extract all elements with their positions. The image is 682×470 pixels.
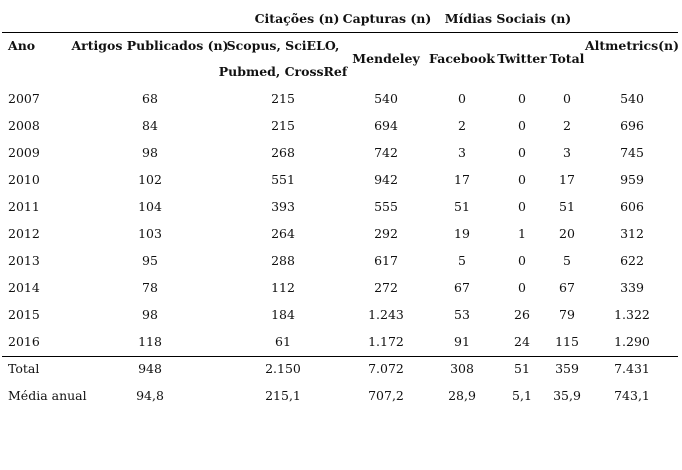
cell-twitter: 1 — [518, 226, 526, 241]
cell-citacoes: 2.150 — [265, 361, 301, 376]
column-header-citacoes-line1: Scopus, SciELO, — [226, 38, 340, 53]
cell-artigos: 102 — [138, 172, 162, 187]
table-row — [0, 280, 682, 307]
table-row — [0, 199, 682, 226]
cell-twitter: 26 — [514, 307, 530, 322]
cell-citacoes: 264 — [271, 226, 295, 241]
cell-ano: 2016 — [8, 334, 40, 349]
cell-twitter: 0 — [518, 118, 526, 133]
cell-total: 359 — [555, 361, 579, 376]
header-top-rule — [2, 32, 678, 33]
cell-twitter: 24 — [514, 334, 530, 349]
summary-rule — [2, 356, 678, 357]
cell-total: 0 — [563, 91, 571, 106]
table-row — [0, 172, 682, 199]
cell-artigos: 98 — [142, 307, 158, 322]
cell-total: 79 — [559, 307, 575, 322]
cell-ano: 2014 — [8, 280, 40, 295]
cell-twitter: 51 — [514, 361, 530, 376]
cell-citacoes: 184 — [271, 307, 295, 322]
cell-mendeley: 7.072 — [368, 361, 404, 376]
cell-artigos: 104 — [138, 199, 162, 214]
cell-twitter: 0 — [518, 199, 526, 214]
column-header-artigos: Artigos Publicados (n) — [71, 38, 229, 53]
cell-altmetrics: 606 — [620, 199, 644, 214]
column-header-ano: Ano — [8, 38, 36, 53]
table-row — [0, 91, 682, 118]
cell-twitter: 0 — [518, 280, 526, 295]
cell-total: 35,9 — [553, 388, 581, 403]
cell-artigos: 98 — [142, 145, 158, 160]
cell-facebook: 53 — [454, 307, 470, 322]
cell-citacoes: 268 — [271, 145, 295, 160]
cell-twitter: 0 — [518, 91, 526, 106]
cell-altmetrics: 743,1 — [614, 388, 650, 403]
cell-ano: 2015 — [8, 307, 40, 322]
cell-total: 5 — [563, 253, 571, 268]
table-row — [0, 145, 682, 172]
cell-citacoes: 215 — [271, 91, 295, 106]
cell-mendeley: 1.243 — [368, 307, 404, 322]
cell-ano: 2011 — [8, 199, 40, 214]
cell-ano: 2013 — [8, 253, 40, 268]
column-header-facebook: Facebook — [429, 51, 495, 66]
column-header-mendeley: Mendeley — [352, 51, 420, 66]
cell-ano: 2009 — [8, 145, 40, 160]
cell-facebook: 51 — [454, 199, 470, 214]
group-header-citacoes: Citações (n) — [254, 11, 340, 26]
cell-facebook: 28,9 — [448, 388, 476, 403]
cell-mendeley: 942 — [374, 172, 398, 187]
cell-mendeley: 540 — [374, 91, 398, 106]
cell-facebook: 0 — [458, 91, 466, 106]
cell-facebook: 3 — [458, 145, 466, 160]
cell-artigos: 948 — [138, 361, 162, 376]
table-row — [0, 253, 682, 280]
cell-citacoes: 288 — [271, 253, 295, 268]
column-header-citacoes-line2: Pubmed, CrossRef — [218, 64, 348, 79]
cell-twitter: 0 — [518, 253, 526, 268]
cell-ano: Média anual — [8, 388, 87, 403]
cell-citacoes: 215,1 — [265, 388, 301, 403]
cell-ano: 2010 — [8, 172, 40, 187]
cell-citacoes: 393 — [271, 199, 295, 214]
cell-altmetrics: 312 — [620, 226, 644, 241]
cell-ano: 2008 — [8, 118, 40, 133]
cell-twitter: 0 — [518, 145, 526, 160]
cell-mendeley: 742 — [374, 145, 398, 160]
column-header-total: Total — [549, 51, 585, 66]
cell-artigos: 103 — [138, 226, 162, 241]
column-header-altmetrics: Altmetrics(n) — [584, 38, 680, 53]
cell-facebook: 2 — [458, 118, 466, 133]
summary-row — [0, 388, 682, 415]
cell-artigos: 78 — [142, 280, 158, 295]
cell-altmetrics: 339 — [620, 280, 644, 295]
cell-citacoes: 112 — [271, 280, 295, 295]
cell-altmetrics: 1.290 — [614, 334, 650, 349]
cell-total: 20 — [559, 226, 575, 241]
cell-facebook: 17 — [454, 172, 470, 187]
cell-total: 51 — [559, 199, 575, 214]
cell-total: 2 — [563, 118, 571, 133]
cell-altmetrics: 745 — [620, 145, 644, 160]
column-header-twitter: Twitter — [497, 51, 547, 66]
cell-mendeley: 272 — [374, 280, 398, 295]
cell-artigos: 68 — [142, 91, 158, 106]
cell-altmetrics: 540 — [620, 91, 644, 106]
table-row — [0, 307, 682, 334]
cell-mendeley: 1.172 — [368, 334, 404, 349]
cell-facebook: 5 — [458, 253, 466, 268]
cell-altmetrics: 959 — [620, 172, 644, 187]
cell-altmetrics: 622 — [620, 253, 644, 268]
cell-ano: Total — [8, 361, 40, 376]
cell-ano: 2007 — [8, 91, 40, 106]
cell-altmetrics: 696 — [620, 118, 644, 133]
cell-total: 17 — [559, 172, 575, 187]
cell-citacoes: 61 — [275, 334, 291, 349]
cell-facebook: 67 — [454, 280, 470, 295]
cell-mendeley: 555 — [374, 199, 398, 214]
group-header-capturas: Capturas (n) — [342, 11, 432, 26]
cell-artigos: 84 — [142, 118, 158, 133]
cell-artigos: 95 — [142, 253, 158, 268]
cell-mendeley: 617 — [374, 253, 398, 268]
cell-facebook: 19 — [454, 226, 470, 241]
cell-artigos: 94,8 — [136, 388, 164, 403]
cell-mendeley: 694 — [374, 118, 398, 133]
cell-citacoes: 551 — [271, 172, 295, 187]
cell-twitter: 5,1 — [512, 388, 532, 403]
cell-altmetrics: 1.322 — [614, 307, 650, 322]
table-row — [0, 226, 682, 253]
cell-twitter: 0 — [518, 172, 526, 187]
table-row — [0, 118, 682, 145]
cell-facebook: 91 — [454, 334, 470, 349]
group-header-midias-sociais: Mídias Sociais (n) — [444, 11, 572, 26]
cell-mendeley: 292 — [374, 226, 398, 241]
summary-row — [0, 361, 682, 388]
cell-ano: 2012 — [8, 226, 40, 241]
cell-artigos: 118 — [138, 334, 162, 349]
cell-mendeley: 707,2 — [368, 388, 404, 403]
cell-facebook: 308 — [450, 361, 474, 376]
cell-total: 67 — [559, 280, 575, 295]
cell-total: 115 — [555, 334, 579, 349]
cell-altmetrics: 7.431 — [614, 361, 650, 376]
cell-total: 3 — [563, 145, 571, 160]
cell-citacoes: 215 — [271, 118, 295, 133]
